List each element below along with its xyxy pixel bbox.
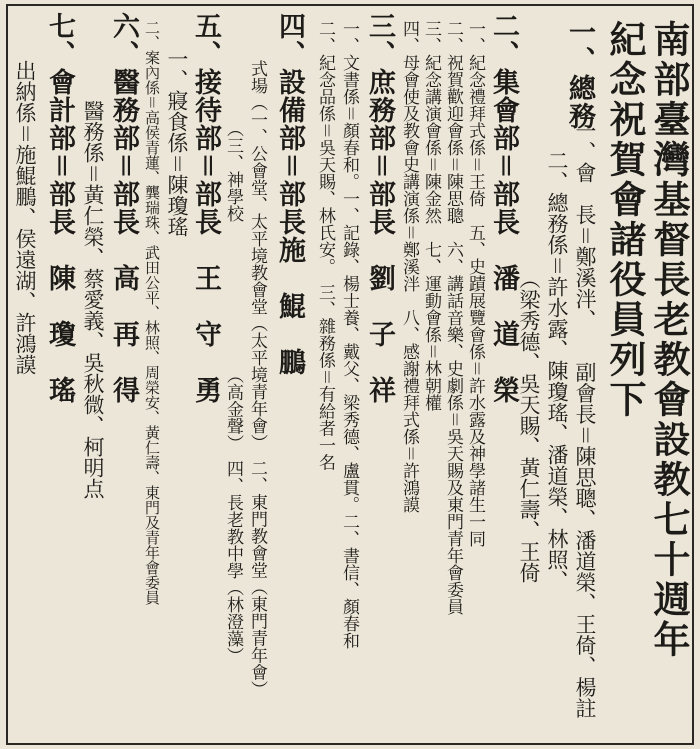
- section-accounting-line-1: 出納係＝施鯤鵬、侯遠湖、許鴻謨: [13, 60, 37, 375]
- section-affairs-line-2: 二、紀念品係＝吳天賜、林氏安。 三、雜務係＝有給者一名: [315, 20, 335, 471]
- section-general-line-3: （梁秀德、吳天賜、黃仁壽、王倚: [517, 268, 541, 583]
- section-assembly-line-1: 一、紀念禮拜式係＝王倚 五、史蹟展覽會係＝許水露及神學諸生一同: [465, 20, 485, 547]
- section-reception-line-2: 二、案內係＝高侯青蓮、龔瑞珠、武田公平、林照、周榮安、黃仁壽、東門及青年會委員: [143, 20, 161, 605]
- section-assembly-line-3: 三、紀念講演會係＝陳金然 七、運動會係＝林朝權: [421, 20, 441, 411]
- section-assembly-heading: 二、集會部＝部長 潘 道 榮: [488, 12, 519, 404]
- section-medical-line-1: 醫務係＝黃仁榮、蔡愛義、吳秋微、柯明点: [81, 100, 105, 499]
- title-line-2: 紀念祝賀會諸役員列下: [603, 20, 647, 420]
- section-accounting-heading: 七、會計部＝部長 陳 瓊 瑤: [44, 12, 75, 404]
- title-line-1: 南部臺灣基督長老教會設教七十週年: [647, 20, 691, 660]
- section-general-heading: 一、總務: [564, 18, 595, 130]
- section-general-line-2: 二、總務係＝許水露、陳瓊瑤、潘道榮、林照、: [545, 150, 569, 591]
- section-equipment-line-2: （三、神學校 （高金聲） 四、長老教中學（林澄藻）: [223, 120, 243, 664]
- section-medical-heading: 六、醫務部＝部長 高 再 得: [108, 12, 139, 404]
- section-assembly-line-4: 四、母會使及教會史講演係＝鄭溪泮 八、感謝禮拜式係＝許鴻謨: [399, 20, 419, 513]
- section-reception-heading: 五、接待部＝部長 王 守 勇: [190, 12, 221, 404]
- section-equipment-heading: 四、設備部＝部長施 鯤 鵬: [274, 12, 305, 376]
- section-general-line-1: 一、會 長＝鄭溪泮、 副會長＝陳思聰、潘道榮、王倚、楊註: [573, 120, 597, 719]
- section-affairs-line-1: 一、文書係＝顏春和。一、記錄、楊士養、戴父、梁秀德、盧貫。二、書信、顏春和: [339, 20, 359, 649]
- section-reception-line-1: 一、寢食係＝陳瓊瑤: [165, 48, 189, 237]
- section-affairs-heading: 三、庶務部＝部長 劉 子 祥: [364, 12, 395, 404]
- section-assembly-line-2: 二、祝賀歡迎會係＝陳思聰 六、講話音樂、史劇係＝吳天賜及東門青年會委員: [443, 20, 463, 615]
- section-equipment-line-1: 式場（一、公會堂、太平境教會堂（太平境青年會） 二、東門教會堂（東門青年會）: [247, 60, 267, 698]
